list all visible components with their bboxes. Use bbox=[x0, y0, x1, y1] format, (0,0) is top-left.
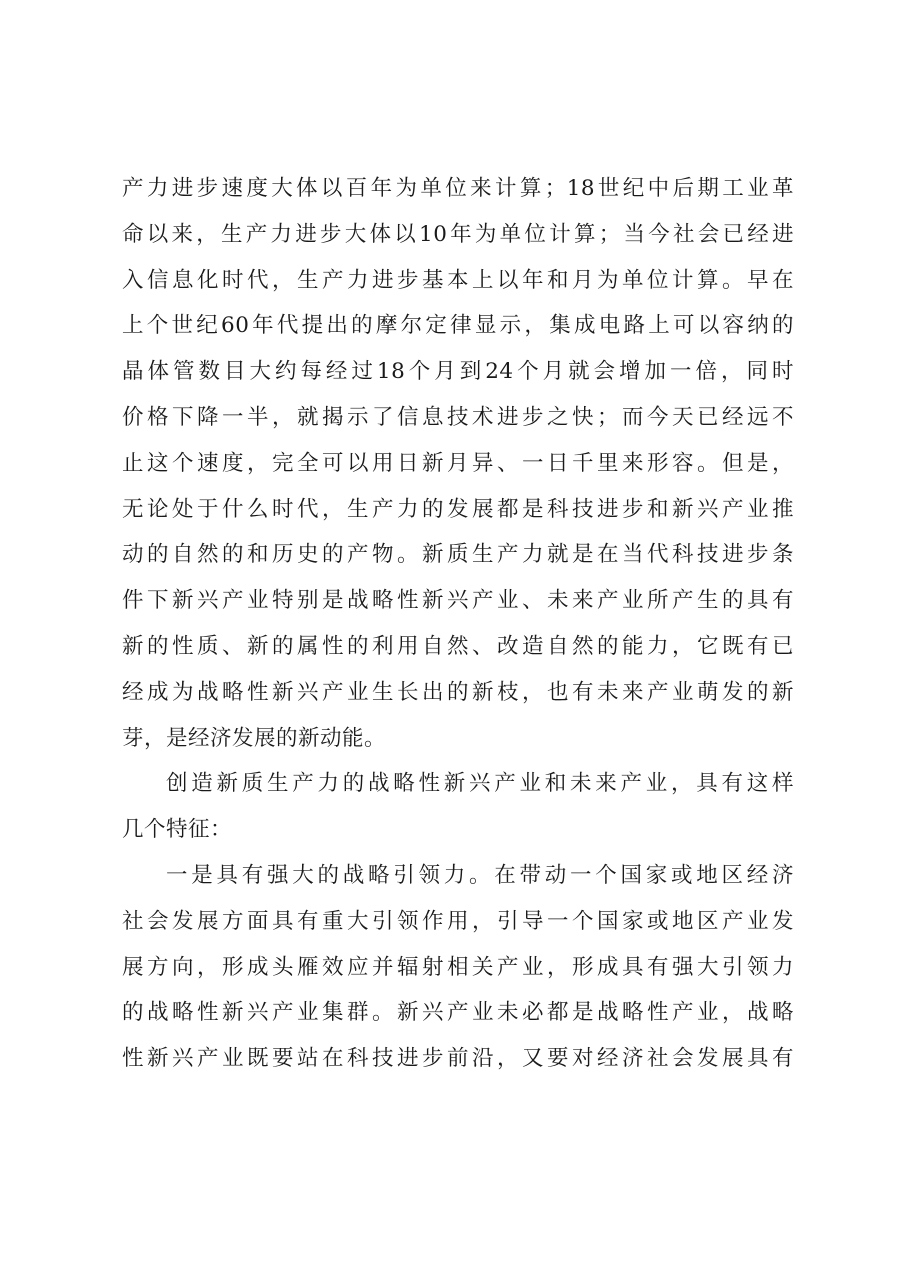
text-line: 命以来，生产力进步大体以10年为单位计算；当今社会已经进 bbox=[122, 221, 794, 247]
text-line: 的战略性新兴产业集群。新兴产业未必都是战略性产业，战略 bbox=[122, 1000, 794, 1026]
body-text bbox=[122, 166, 794, 1082]
paragraph-start-line: 一是具有强大的战略引领力。在带动一个国家或地区经济 bbox=[166, 862, 794, 888]
text-line: 件下新兴产业特别是战略性新兴产业、未来产业所产生的具有 bbox=[122, 588, 794, 614]
paragraph-start-line: 创造新质生产力的战略性新兴产业和未来产业，具有这样 bbox=[166, 771, 794, 797]
paragraph-end-line: 几个特征： bbox=[122, 817, 233, 843]
text-line: 晶体管数目大约每经过18个月到24个月就会增加一倍，同时 bbox=[122, 359, 794, 385]
text-line: 无论处于什么时代，生产力的发展都是科技进步和新兴产业推 bbox=[122, 496, 794, 522]
text-line: 上个世纪60年代提出的摩尔定律显示，集成电路上可以容纳的 bbox=[122, 313, 794, 339]
paragraph-end-line: 芽，是经济发展的新动能。 bbox=[122, 725, 387, 751]
text-line: 新的性质、新的属性的利用自然、改造自然的能力，它既有已 bbox=[122, 633, 794, 659]
text-line: 入信息化时代，生产力进步基本上以年和月为单位计算。早在 bbox=[122, 267, 794, 293]
text-line: 价格下降一半，就揭示了信息技术进步之快；而今天已经远不 bbox=[122, 404, 794, 430]
text-line: 展方向，形成头雁效应并辐射相关产业，形成具有强大引领力 bbox=[122, 954, 794, 980]
text-line: 止这个速度，完全可以用日新月异、一日千里来形容。但是， bbox=[122, 450, 794, 476]
text-line: 动的自然的和历史的产物。新质生产力就是在当代科技进步条 bbox=[122, 542, 794, 568]
text-line: 产力进步速度大体以百年为单位来计算；18世纪中后期工业革 bbox=[122, 176, 794, 201]
text-line: 经成为战略性新兴产业生长出的新枝，也有未来产业萌发的新 bbox=[122, 679, 794, 705]
text-line: 性新兴产业既要站在科技进步前沿，又要对经济社会发展具有 bbox=[122, 1046, 794, 1072]
text-line: 社会发展方面具有重大引领作用，引导一个国家或地区产业发 bbox=[122, 908, 794, 934]
